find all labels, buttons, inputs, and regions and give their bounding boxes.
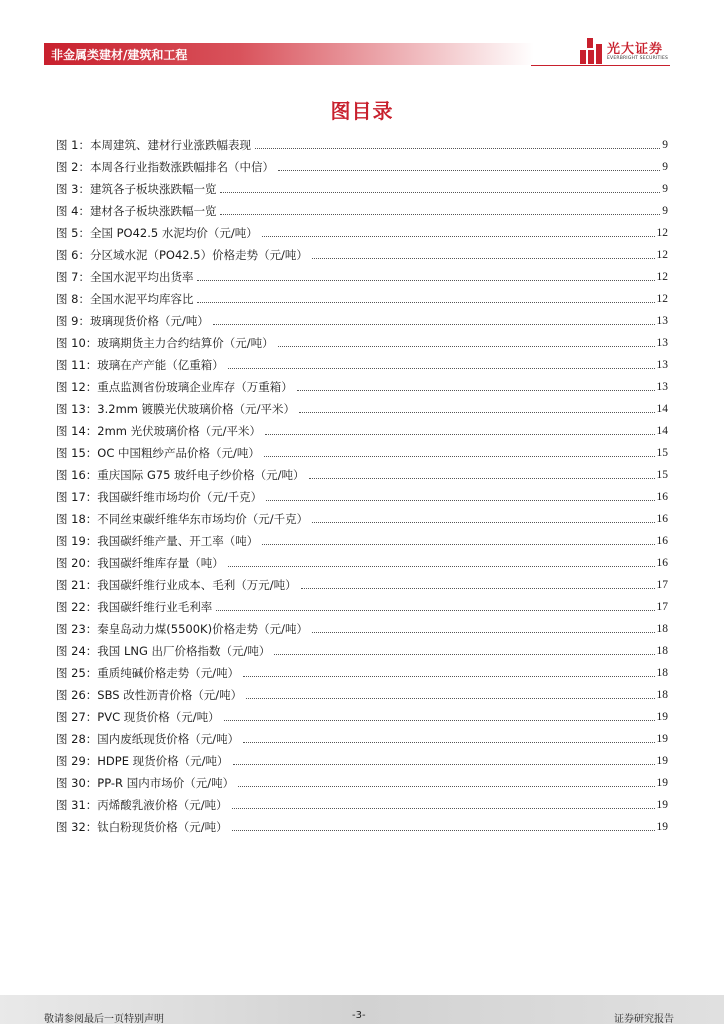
toc-entry[interactable]	[56, 241, 668, 263]
toc-entry-page: 18	[656, 667, 668, 679]
toc-entry-label: 图 27：PVC 现货价格（元/吨）	[56, 710, 220, 724]
toc-entry-label: 图 9：玻璃现货价格（元/吨）	[56, 314, 209, 328]
brand-subtitle: EVERBRIGHT SECURITIES	[607, 56, 669, 61]
toc-entry-label: 图 31：丙烯酸乳液价格（元/吨）	[56, 798, 228, 812]
toc-leader-dots	[233, 763, 655, 765]
toc-entry-page: 9	[662, 183, 668, 195]
toc-leader-dots	[197, 301, 654, 303]
toc-leader-dots	[243, 675, 654, 677]
toc-entry[interactable]	[56, 307, 668, 329]
header-category-band	[44, 43, 534, 65]
toc-entry-label: 图 2：本周各行业指数涨跌幅排名（中信）	[56, 160, 274, 174]
toc-leader-dots	[216, 609, 654, 611]
toc-entry[interactable]	[56, 395, 668, 417]
toc-entry-page: 13	[656, 381, 668, 393]
toc-entry[interactable]	[56, 813, 668, 835]
toc-entry-page: 19	[656, 821, 668, 833]
toc-entry-page: 18	[656, 623, 668, 635]
toc-leader-dots	[312, 631, 655, 633]
toc-entry[interactable]	[56, 527, 668, 549]
footer-report-type: 证券研究报告	[614, 1014, 674, 1025]
toc-leader-dots	[278, 169, 660, 171]
header-divider	[531, 65, 670, 66]
toc-entry-label: 图 32：钛白粉现货价格（元/吨）	[56, 820, 228, 834]
toc-leader-dots	[243, 741, 654, 743]
toc-entry[interactable]	[56, 747, 668, 769]
toc-leader-dots	[224, 719, 655, 721]
toc-entry[interactable]	[56, 285, 668, 307]
toc-entry[interactable]	[56, 549, 668, 571]
brand-logo-icon	[580, 38, 602, 64]
toc-entry-page: 19	[656, 755, 668, 767]
toc-entry[interactable]	[56, 769, 668, 791]
toc-leader-dots	[197, 279, 654, 281]
toc-entry-label: 图 4：建材各子板块涨跌幅一览	[56, 204, 217, 218]
toc-entry[interactable]	[56, 197, 668, 219]
toc-leader-dots	[255, 147, 660, 149]
toc-leader-dots	[266, 499, 654, 501]
toc-entry-page: 16	[656, 513, 668, 525]
toc-entry-page: 14	[656, 403, 668, 415]
toc-entry-page: 19	[656, 733, 668, 745]
toc-entry-label: 图 18：不同丝束碳纤维华东市场均价（元/千克）	[56, 512, 309, 526]
toc-leader-dots	[228, 565, 655, 567]
toc-entry-label: 图 30：PP-R 国内市场价（元/吨）	[56, 776, 235, 790]
header-category: 非金属类建材/建筑和工程	[51, 48, 188, 62]
toc-entry[interactable]	[56, 351, 668, 373]
toc-entry[interactable]	[56, 483, 668, 505]
toc-entry-label: 图 25：重质纯碱价格走势（元/吨）	[56, 666, 240, 680]
footer-disclaimer: 敬请参阅最后一页特别声明	[44, 1014, 164, 1025]
toc-entry[interactable]	[56, 131, 668, 153]
toc-entry-label: 图 29：HDPE 现货价格（元/吨）	[56, 754, 229, 768]
toc-leader-dots	[220, 191, 660, 193]
toc-leader-dots	[274, 653, 654, 655]
toc-entry[interactable]	[56, 681, 668, 703]
footer-page-number: -3-	[352, 1010, 366, 1021]
toc-entry-label: 图 26：SBS 改性沥青价格（元/吨）	[56, 688, 243, 702]
toc-entry-page: 15	[656, 469, 668, 481]
toc-entry-label: 图 6：分区域水泥（PO42.5）价格走势（元/吨）	[56, 248, 308, 262]
toc-entry-label: 图 22：我国碳纤维行业毛利率	[56, 600, 213, 614]
toc-entry-label: 图 28：国内废纸现货价格（元/吨）	[56, 732, 240, 746]
toc-entry-page: 18	[656, 689, 668, 701]
toc-entry[interactable]	[56, 725, 668, 747]
toc-entry[interactable]	[56, 417, 668, 439]
toc-entry[interactable]	[56, 153, 668, 175]
toc-entry-page: 17	[656, 601, 668, 613]
toc-entry[interactable]	[56, 373, 668, 395]
toc-entry-label: 图 20：我国碳纤维库存量（吨）	[56, 556, 224, 570]
toc-entry-page: 12	[656, 249, 668, 261]
toc-leader-dots	[228, 367, 655, 369]
toc-entry[interactable]	[56, 571, 668, 593]
toc-leader-dots	[278, 345, 655, 347]
toc-leader-dots	[297, 389, 655, 391]
toc-leader-dots	[262, 235, 655, 237]
toc-entry-page: 16	[656, 491, 668, 503]
toc-entry-page: 12	[656, 271, 668, 283]
toc-entry[interactable]	[56, 219, 668, 241]
toc-leader-dots	[309, 477, 655, 479]
toc-entry-label: 图 7：全国水泥平均出货率	[56, 270, 194, 284]
toc-entry-page: 17	[656, 579, 668, 591]
toc-entry-page: 18	[656, 645, 668, 657]
toc-entry-label: 图 1：本周建筑、建材行业涨跌幅表现	[56, 138, 251, 152]
toc-entry-label: 图 10：玻璃期货主力合约结算价（元/吨）	[56, 336, 274, 350]
toc-leader-dots	[220, 213, 660, 215]
toc-entry-page: 14	[656, 425, 668, 437]
toc-leader-dots	[213, 323, 655, 325]
toc-entry[interactable]	[56, 593, 668, 615]
toc-leader-dots	[246, 697, 654, 699]
toc-entry-page: 13	[656, 337, 668, 349]
toc-entry-page: 19	[656, 711, 668, 723]
toc-entry-label: 图 23：秦皇岛动力煤(5500K)价格走势（元/吨）	[56, 622, 308, 636]
page-title: 图目录	[330, 99, 394, 123]
toc-leader-dots	[265, 433, 654, 435]
toc-leader-dots	[312, 521, 654, 523]
toc-entry-page: 12	[656, 227, 668, 239]
toc-entry-label: 图 11：玻璃在产产能（亿重箱）	[56, 358, 224, 372]
toc-leader-dots	[299, 411, 654, 413]
toc-entry-label: 图 13：3.2mm 镀膜光伏玻璃价格（元/平米）	[56, 402, 296, 416]
toc-entry-label: 图 19：我国碳纤维产量、开工率（吨）	[56, 534, 259, 548]
toc-entry-page: 13	[656, 359, 668, 371]
toc-entry-page: 16	[656, 557, 668, 569]
toc-leader-dots	[238, 785, 654, 787]
toc-entry-page: 13	[656, 315, 668, 327]
toc-entry-label: 图 21：我国碳纤维行业成本、毛利（万元/吨）	[56, 578, 297, 592]
toc-entry-page: 19	[656, 777, 668, 789]
toc-entry-label: 图 3：建筑各子板块涨跌幅一览	[56, 182, 217, 196]
toc-leader-dots	[262, 543, 654, 545]
toc-entry-page: 16	[656, 535, 668, 547]
toc-entry-label: 图 8：全国水泥平均库容比	[56, 292, 194, 306]
toc-leader-dots	[232, 829, 655, 831]
toc-entry-page: 9	[662, 161, 668, 173]
toc-entry-label: 图 14：2mm 光伏玻璃价格（元/平米）	[56, 424, 262, 438]
toc-entry[interactable]	[56, 329, 668, 351]
toc-entry[interactable]	[56, 505, 668, 527]
toc-entry[interactable]	[56, 791, 668, 813]
toc-entry-page: 19	[656, 799, 668, 811]
toc-entry-label: 图 15：OC 中国粗纱产品价格（元/吨）	[56, 446, 260, 460]
toc-entry-label: 图 5：全国 PO42.5 水泥均价（元/吨）	[56, 226, 258, 240]
toc-entry[interactable]	[56, 615, 668, 637]
toc-entry-label: 图 17：我国碳纤维市场均价（元/千克）	[56, 490, 263, 504]
toc-entry-page: 12	[656, 293, 668, 305]
toc-leader-dots	[312, 257, 655, 259]
toc-entry-page: 9	[662, 139, 668, 151]
brand-logo	[580, 38, 690, 66]
figure-toc-list	[56, 131, 668, 835]
toc-leader-dots	[301, 587, 655, 589]
toc-entry[interactable]	[56, 175, 668, 197]
toc-entry[interactable]	[56, 659, 668, 681]
toc-entry[interactable]	[56, 703, 668, 725]
toc-entry-label: 图 24：我国 LNG 出厂价格指数（元/吨）	[56, 644, 271, 658]
toc-entry-label: 图 16：重庆国际 G75 玻纤电子纱价格（元/吨）	[56, 468, 305, 482]
toc-entry[interactable]	[56, 439, 668, 461]
toc-entry-page: 9	[662, 205, 668, 217]
toc-entry-page: 15	[656, 447, 668, 459]
toc-entry[interactable]	[56, 637, 668, 659]
toc-entry[interactable]	[56, 263, 668, 285]
toc-leader-dots	[232, 807, 655, 809]
toc-leader-dots	[264, 455, 655, 457]
brand-name: 光大证券	[607, 42, 664, 57]
toc-entry[interactable]	[56, 461, 668, 483]
toc-entry-label: 图 12：重点监测省份玻璃企业库存（万重箱）	[56, 380, 293, 394]
